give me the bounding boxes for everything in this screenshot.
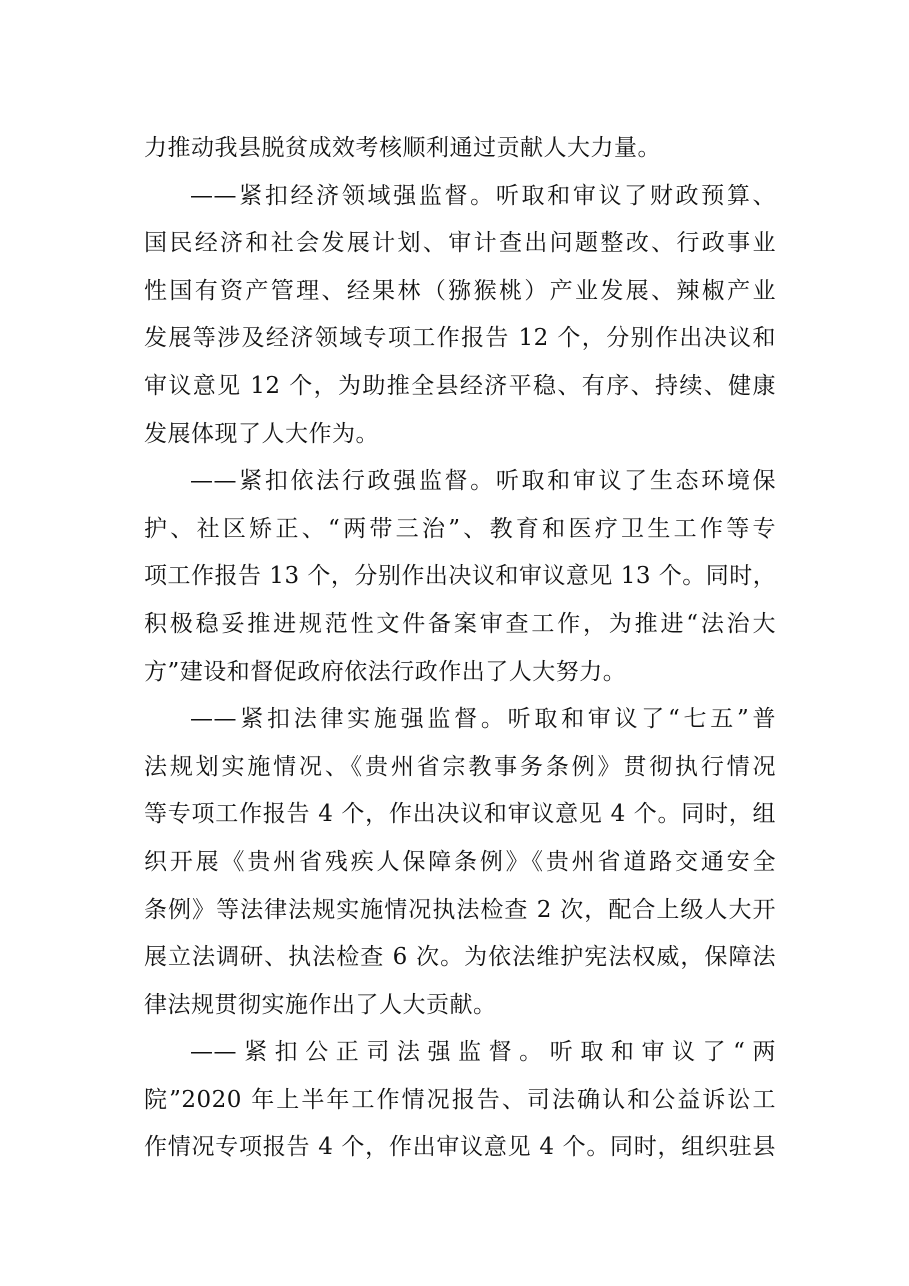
body-text-line: 织开展《贵州省残疾人保障条例》《贵州省道路交通安全 [144,848,776,875]
body-text-line: 方”建设和督促政府依法行政作出了人大努力。 [144,658,627,685]
body-text-line: 展立法调研、执法检查 6 次。为依法维护宪法权威，保障法 [144,944,776,971]
body-text-line: 条例》等法律法规实施情况执法检查 2 次，配合上级人大开 [144,896,776,923]
body-text-line: ——紧扣法律实施强监督。听取和审议了“七五”普 [190,706,776,733]
body-text-line: ——紧扣公正司法强监督。听取和审议了“两 [190,1039,776,1066]
body-text-line: 院”2020 年上半年工作情况报告、司法确认和公益诉讼工 [144,1086,776,1113]
body-text-line: 性国有资产管理、经果林（猕猴桃）产业发展、辣椒产业 [144,277,776,304]
body-text-line: 国民经济和社会发展计划、审计查出问题整改、行政事业 [144,230,776,257]
body-text-line: 护、社区矫正、“两带三治”、教育和医疗卫生工作等专 [144,515,776,542]
body-text-line: 积极稳妥推进规范性文件备案审查工作，为推进“法治大 [144,610,776,637]
body-text-line: 力推动我县脱贫成效考核顺利通过贡献人大力量。 [144,135,661,161]
body-text-line: 审议意见 12 个，为助推全县经济平稳、有序、持续、健康 [144,372,776,399]
body-text-line: 等专项工作报告 4 个，作出决议和审议意见 4 个。同时，组 [144,801,776,828]
body-text-line: ——紧扣依法行政强监督。听取和审议了生态环境保 [190,468,776,495]
body-text-line: 律法规贯彻实施作出了人大贡献。 [144,991,497,1018]
body-text-line: 作情况专项报告 4 个，作出审议意见 4 个。同时，组织驻县 [144,1134,776,1161]
body-text-line: 发展等涉及经济领域专项工作报告 12 个，分别作出决议和 [144,325,776,352]
document-body [144,125,776,1172]
body-text-line: 法规划实施情况、《贵州省宗教事务条例》贯彻执行情况 [144,753,776,780]
body-text-line: ——紧扣经济领域强监督。听取和审议了财政预算、 [190,182,776,209]
body-text-line: 项工作报告 13 个，分别作出决议和审议意见 13 个。同时， [144,563,777,590]
body-text-line: 发展体现了人大作为。 [144,420,379,447]
